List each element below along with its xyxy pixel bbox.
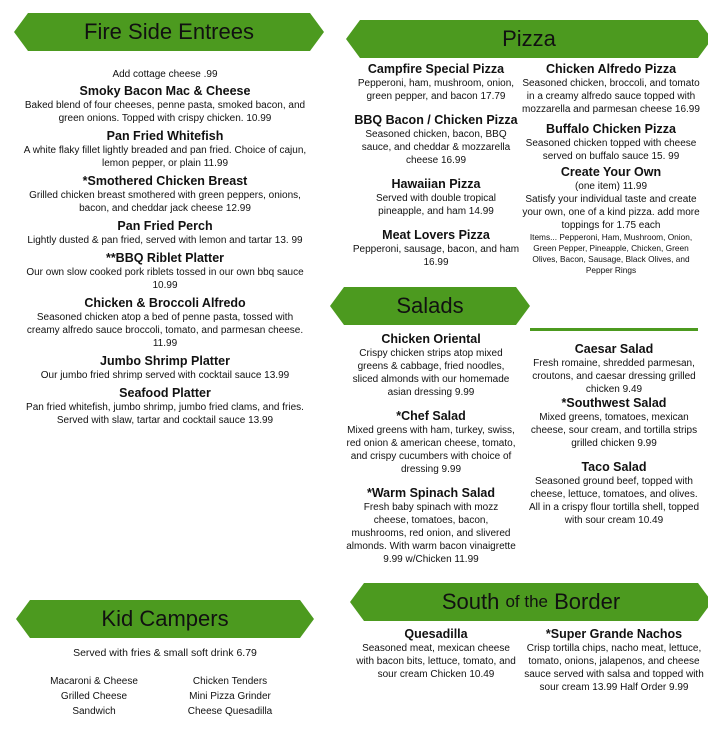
menu-item bbox=[22, 84, 308, 125]
item-name: Chicken & Broccoli Alfredo bbox=[84, 296, 246, 310]
menu-item bbox=[352, 228, 520, 269]
item-name: Caesar Salad bbox=[574, 342, 654, 356]
menu-item bbox=[346, 409, 516, 476]
kids-title: Kid Campers bbox=[101, 606, 229, 631]
kids-item: Macaroni & Cheese bbox=[50, 676, 138, 687]
item-desc: Crisp tortilla chips, nacho meat, lettuce, tomato, onions, jalapenos, and cheese sauce served with salsa and topped with sour cream 13.99 Half Order 9.99 bbox=[524, 643, 704, 693]
menu-item bbox=[524, 460, 704, 527]
border-title-b: of the bbox=[505, 592, 548, 611]
pizza-right-column bbox=[522, 62, 700, 280]
kids-note-text: Served with fries & small soft drink 6.79 bbox=[73, 647, 257, 659]
item-desc: Pepperoni, sausage, bacon, and ham 16.99 bbox=[352, 244, 520, 268]
menu-item bbox=[22, 354, 308, 382]
item-desc: Pan fried whitefish, jumbo shrimp, jumbo fried clams, and fries. Served with slaw, tartar and cocktail sauce 13.99 bbox=[26, 402, 304, 426]
salads-rule bbox=[530, 328, 698, 331]
item-desc: Lightly dusted & pan fried, served with lemon and tartar 13. 99 bbox=[27, 235, 303, 246]
item-name: **BBQ Riblet Platter bbox=[105, 251, 225, 265]
pizza-banner bbox=[360, 20, 698, 58]
kids-banner bbox=[30, 600, 300, 638]
menu-item bbox=[22, 251, 308, 292]
item-name: Pan Fried Whitefish bbox=[106, 129, 224, 143]
item-desc: Mixed greens, tomatoes, mexican cheese, sour cream, and tortilla strips grilled chicken 9.99 bbox=[530, 412, 698, 449]
item-name: Pan Fried Perch bbox=[117, 219, 213, 233]
item-name: *Southwest Salad bbox=[561, 396, 667, 410]
item-desc: Satisfy your individual taste and create your own, one of a kind pizza. add more toppings for 1.75 each bbox=[522, 194, 700, 231]
item-name: BBQ Bacon / Chicken Pizza bbox=[354, 113, 518, 127]
border-banner bbox=[364, 583, 698, 621]
menu-item bbox=[22, 386, 308, 427]
item-name: Meat Lovers Pizza bbox=[382, 228, 490, 242]
item-desc: Seasoned chicken, bacon, BBQ sauce, and cheddar & mozzarella cheese 16.99 bbox=[361, 129, 511, 166]
kids-item: Sandwich bbox=[72, 706, 116, 717]
fireside-title: Fire Side Entrees bbox=[84, 19, 254, 44]
fireside-banner bbox=[28, 13, 310, 51]
item-name: Buffalo Chicken Pizza bbox=[546, 122, 676, 136]
fireside-note: Add cottage cheese .99 bbox=[112, 69, 218, 80]
item-desc: A white flaky fillet lightly breaded and pan fried. Choice of cajun, lemon pepper, or plain 11.99 bbox=[23, 145, 307, 169]
menu-item bbox=[352, 177, 520, 218]
menu-item bbox=[22, 219, 308, 247]
pizza-title: Pizza bbox=[502, 26, 556, 51]
kids-item: Grilled Cheese bbox=[60, 691, 128, 702]
item-name: Create Your Own bbox=[560, 165, 662, 179]
menu-item bbox=[352, 113, 520, 167]
item-desc: Mixed greens with ham, turkey, swiss, red onion & american cheese, tomato, and crispy cucumbers with choice of dressing 9.99 bbox=[346, 425, 516, 475]
item-desc: Seasoned ground beef, topped with cheese, lettuce, tomatoes, and olives. All in a crispy flour tortilla shell, topped with sour cream 10.49 bbox=[528, 476, 700, 526]
item-desc: Fresh baby spinach with mozz cheese, tomatoes, bacon, mushrooms, red onion, and slivered almonds. With warm bacon vinaigrette 9.99 w/Chicken 11.99 bbox=[346, 502, 516, 565]
item-name: Hawaiian Pizza bbox=[391, 177, 481, 191]
item-desc: Seasoned chicken, broccoli, and tomato in a creamy alfredo sauce topped with mozzarella and parmesan cheese 16.99 bbox=[522, 78, 700, 115]
menu-item bbox=[22, 296, 308, 350]
item-sub: (one item) 11.99 bbox=[574, 181, 648, 192]
item-name: Chicken Alfredo Pizza bbox=[545, 62, 677, 76]
menu-item bbox=[524, 342, 704, 396]
item-name: Taco Salad bbox=[581, 460, 647, 474]
item-name: Jumbo Shrimp Platter bbox=[100, 354, 230, 368]
menu-item bbox=[524, 396, 704, 450]
menu-item bbox=[346, 486, 516, 566]
item-desc: Seasoned meat, mexican cheese with bacon bits, lettuce, tomato, and sour cream Chicken 10.49 bbox=[356, 643, 516, 680]
menu-item bbox=[346, 332, 516, 399]
menu-item bbox=[352, 62, 520, 103]
kids-item: Chicken Tenders bbox=[192, 676, 268, 687]
item-desc: Baked blend of four cheeses, penne pasta, smoked bacon, and green onions. Topped with crispy chicken. 10.99 bbox=[24, 100, 306, 124]
salads-banner bbox=[344, 287, 516, 325]
kids-menu-col1 bbox=[34, 674, 154, 719]
item-desc: Crispy chicken strips atop mixed greens & cabbage, fried noodles, sliced almonds with our homemade asian dressing 9.99 bbox=[352, 348, 510, 398]
menu-item bbox=[522, 62, 700, 116]
menu-item bbox=[22, 174, 308, 215]
item-name: Seafood Platter bbox=[119, 386, 211, 400]
item-desc: Grilled chicken breast smothered with green peppers, onions, bacon, and cheddar jack cheese 12.99 bbox=[29, 190, 301, 214]
salads-left-column bbox=[346, 332, 516, 570]
salads-right-column bbox=[524, 342, 704, 531]
menu-item bbox=[22, 129, 308, 170]
item-name: *Super Grande Nachos bbox=[545, 627, 683, 641]
salads-title: Salads bbox=[396, 293, 464, 318]
toppings-list: Items... Pepperoni, Ham, Mushroom, Onion, Green Pepper, Pineapple, Chicken, Green Olives, Bacon, Sausage, Black Olives, and Pepper Rings bbox=[529, 232, 693, 275]
item-desc: Our jumbo fried shrimp served with cocktail sauce 13.99 bbox=[40, 370, 290, 381]
item-name: *Warm Spinach Salad bbox=[366, 486, 496, 500]
item-desc: Our own slow cooked pork riblets tossed in our own bbq sauce 10.99 bbox=[26, 267, 304, 291]
kids-item: Mini Pizza Grinder bbox=[189, 691, 271, 702]
item-name: Chicken Oriental bbox=[381, 332, 481, 346]
kids-note bbox=[30, 647, 300, 660]
border-left-column bbox=[352, 627, 520, 681]
kids-menu-col2 bbox=[170, 674, 290, 719]
item-name: *Smothered Chicken Breast bbox=[82, 174, 248, 188]
create-your-own bbox=[522, 165, 700, 276]
pizza-left-column bbox=[352, 62, 520, 273]
menu-item bbox=[522, 122, 700, 163]
item-desc: Seasoned chicken topped with cheese served on buffalo sauce 15. 99 bbox=[525, 138, 697, 162]
item-desc: Pepperoni, ham, mushroom, onion, green pepper, and bacon 17.79 bbox=[357, 78, 515, 102]
item-desc: Served with double tropical pineapple, and ham 14.99 bbox=[375, 193, 497, 217]
item-name: *Chef Salad bbox=[396, 409, 466, 423]
border-right-column bbox=[524, 627, 704, 694]
kids-item: Cheese Quesadilla bbox=[187, 706, 273, 717]
item-name: Campfire Special Pizza bbox=[367, 62, 505, 76]
item-name: Smoky Bacon Mac & Cheese bbox=[79, 84, 251, 98]
item-desc: Fresh romaine, shredded parmesan, croutons, and caesar dressing grilled chicken 9.49 bbox=[532, 358, 696, 395]
border-title-c: Border bbox=[554, 589, 621, 614]
item-desc: Seasoned chicken atop a bed of penne pasta, tossed with creamy alfredo sauce broccoli, tomato, and parmesan cheese. 11.99 bbox=[26, 312, 304, 349]
fireside-column bbox=[22, 68, 308, 431]
item-name: Quesadilla bbox=[404, 627, 468, 641]
border-title-a: South bbox=[441, 589, 500, 614]
